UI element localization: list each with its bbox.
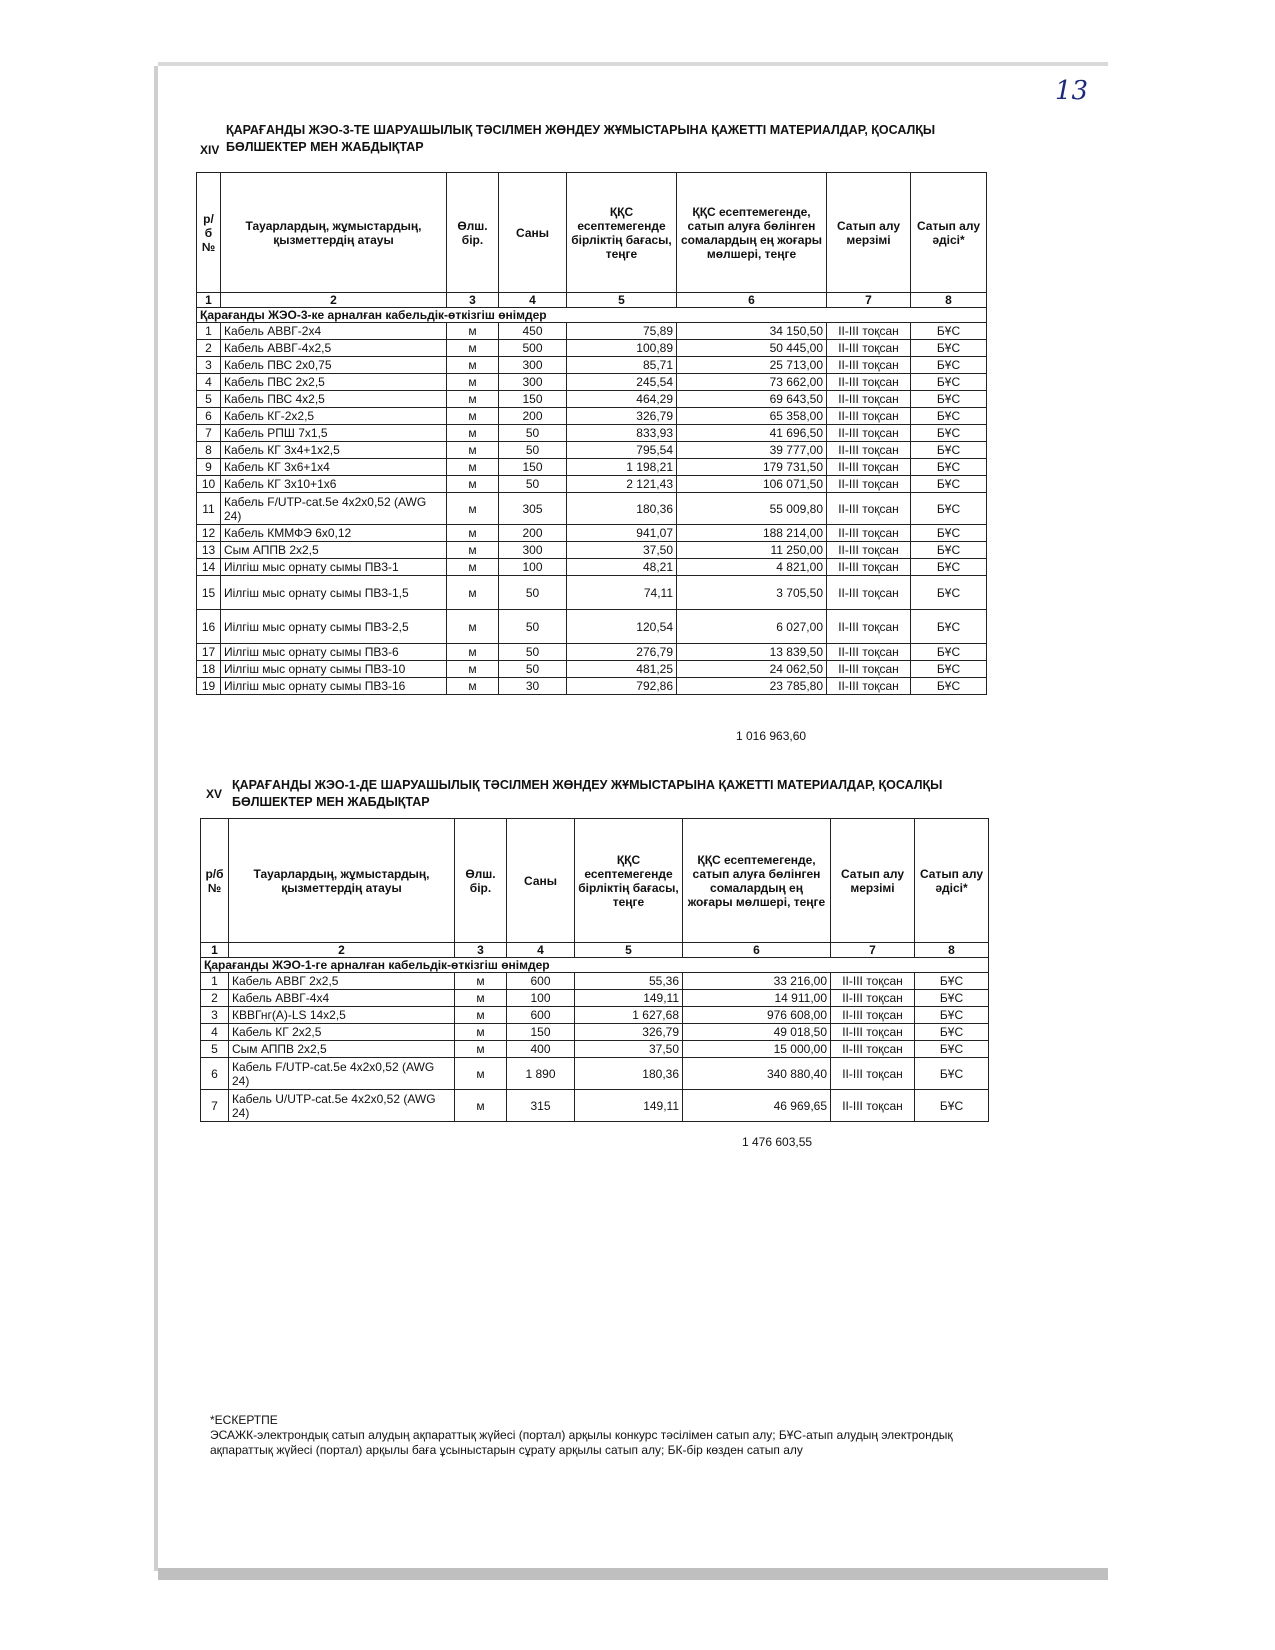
cell-unit-price: 1 627,68 bbox=[575, 1007, 683, 1024]
cell-purchase-period: II-III тоқсан bbox=[827, 391, 911, 408]
cell-row-index: 19 bbox=[197, 678, 221, 695]
cell-max-amount: 34 150,50 bbox=[677, 323, 827, 340]
column-number: 3 bbox=[447, 293, 499, 308]
cell-row-index: 18 bbox=[197, 661, 221, 678]
cell-row-index: 12 bbox=[197, 525, 221, 542]
group-label: Қарағанды ЖЭО-3-ке арналған кабельдік-өткізгіш өнімдер bbox=[197, 308, 987, 323]
cell-unit: м bbox=[447, 525, 499, 542]
cell-unit-price: 180,36 bbox=[575, 1058, 683, 1090]
cell-unit: м bbox=[447, 610, 499, 644]
cell-row-index: 6 bbox=[201, 1058, 229, 1090]
cell-unit-price: 464,29 bbox=[567, 391, 677, 408]
column-header: Саны bbox=[507, 819, 575, 943]
column-number: 5 bbox=[567, 293, 677, 308]
cell-purchase-method: БҰС bbox=[915, 1058, 989, 1090]
column-header: Саны bbox=[499, 173, 567, 293]
cell-row-index: 5 bbox=[197, 391, 221, 408]
column-number: 8 bbox=[915, 943, 989, 958]
cell-purchase-method: БҰС bbox=[911, 357, 987, 374]
cell-max-amount: 976 608,00 bbox=[683, 1007, 831, 1024]
cell-quantity: 50 bbox=[499, 644, 567, 661]
cell-row-index: 13 bbox=[197, 542, 221, 559]
cell-purchase-method: БҰС bbox=[915, 990, 989, 1007]
cell-purchase-method: БҰС bbox=[911, 661, 987, 678]
table-row bbox=[197, 323, 987, 340]
cell-unit-price: 326,79 bbox=[567, 408, 677, 425]
cell-max-amount: 179 731,50 bbox=[677, 459, 827, 476]
column-number-row bbox=[197, 293, 987, 308]
cell-quantity: 150 bbox=[499, 459, 567, 476]
cell-max-amount: 3 705,50 bbox=[677, 576, 827, 610]
cell-unit: м bbox=[455, 1007, 507, 1024]
cell-purchase-method: БҰС bbox=[911, 340, 987, 357]
section-roman-numeral: XV bbox=[206, 787, 223, 801]
cell-purchase-period: II-III тоқсан bbox=[831, 1058, 915, 1090]
cell-unit: м bbox=[447, 559, 499, 576]
cell-unit: м bbox=[447, 493, 499, 525]
section-total: 1 016 963,60 bbox=[736, 729, 807, 743]
cell-quantity: 305 bbox=[499, 493, 567, 525]
column-number-row bbox=[201, 943, 989, 958]
cell-unit-price: 48,21 bbox=[567, 559, 677, 576]
section-title: ҚАРАҒАНДЫ ЖЭО-1-ДЕ ШАРУАШЫЛЫҚ ТӘСІЛМЕН ЖӨНДЕУ ЖҰМЫСТАРЫНА ҚАЖЕТТІ МАТЕРИАЛДАР, ҚОСАЛҚЫ БӨЛШЕКТЕР МЕН ЖАБДЫҚТАР bbox=[232, 778, 943, 809]
cell-unit-price: 2 121,43 bbox=[567, 476, 677, 493]
cell-purchase-method: БҰС bbox=[911, 408, 987, 425]
column-header: ҚҚС есептемегенде, сатып алуға бөлінген сомалардың ең жоғары мөлшері, теңге bbox=[683, 819, 831, 943]
cell-unit: м bbox=[447, 425, 499, 442]
cell-row-index: 4 bbox=[201, 1024, 229, 1041]
cell-quantity: 450 bbox=[499, 323, 567, 340]
cell-purchase-period: II-III тоқсан bbox=[827, 374, 911, 391]
table-row bbox=[201, 1007, 989, 1024]
cell-row-index: 3 bbox=[197, 357, 221, 374]
table-header-row bbox=[201, 819, 989, 943]
table-row bbox=[201, 1090, 989, 1122]
cell-purchase-period: II-III тоқсан bbox=[831, 1007, 915, 1024]
cell-unit: м bbox=[447, 442, 499, 459]
cell-item-name: Кабель РПШ 7х1,5 bbox=[221, 425, 447, 442]
cell-max-amount: 340 880,40 bbox=[683, 1058, 831, 1090]
cell-max-amount: 24 062,50 bbox=[677, 661, 827, 678]
cell-purchase-method: БҰС bbox=[915, 1024, 989, 1041]
cell-item-name: Кабель ПВС 2х2,5 bbox=[221, 374, 447, 391]
cell-purchase-method: БҰС bbox=[911, 374, 987, 391]
cell-row-index: 10 bbox=[197, 476, 221, 493]
table-row bbox=[197, 408, 987, 425]
cell-item-name: Кабель АВВГ 2х2,5 bbox=[229, 973, 455, 990]
cell-purchase-method: БҰС bbox=[915, 973, 989, 990]
cell-purchase-method: БҰС bbox=[915, 1041, 989, 1058]
cell-row-index: 16 bbox=[197, 610, 221, 644]
column-number: 4 bbox=[499, 293, 567, 308]
column-header: Сатып алу мерзімі bbox=[831, 819, 915, 943]
section-total: 1 476 603,55 bbox=[742, 1135, 813, 1149]
cell-row-index: 15 bbox=[197, 576, 221, 610]
page-number: 13 bbox=[1055, 76, 1089, 106]
group-header-row bbox=[201, 958, 989, 973]
cell-row-index: 9 bbox=[197, 459, 221, 476]
cell-row-index: 3 bbox=[201, 1007, 229, 1024]
cell-item-name: Кабель КГ 2х2,5 bbox=[229, 1024, 455, 1041]
sheet-shadow bbox=[158, 1568, 1108, 1580]
cell-row-index: 8 bbox=[197, 442, 221, 459]
table-row bbox=[197, 391, 987, 408]
cell-unit-price: 120,54 bbox=[567, 610, 677, 644]
column-number: 3 bbox=[455, 943, 507, 958]
table-row bbox=[197, 340, 987, 357]
cell-item-name: Кабель КГ-2х2,5 bbox=[221, 408, 447, 425]
cell-unit-price: 276,79 bbox=[567, 644, 677, 661]
group-label: Қарағанды ЖЭО-1-ге арналған кабельдік-өткізгіш өнімдер bbox=[201, 958, 989, 973]
table-row bbox=[197, 678, 987, 695]
table-row bbox=[197, 493, 987, 525]
cell-purchase-period: II-III тоқсан bbox=[827, 678, 911, 695]
cell-unit: м bbox=[447, 644, 499, 661]
cell-max-amount: 41 696,50 bbox=[677, 425, 827, 442]
cell-purchase-period: II-III тоқсан bbox=[827, 644, 911, 661]
cell-row-index: 2 bbox=[197, 340, 221, 357]
cell-max-amount: 14 911,00 bbox=[683, 990, 831, 1007]
cell-unit-price: 100,89 bbox=[567, 340, 677, 357]
cell-max-amount: 50 445,00 bbox=[677, 340, 827, 357]
cell-unit-price: 481,25 bbox=[567, 661, 677, 678]
cell-unit-price: 245,54 bbox=[567, 374, 677, 391]
cell-max-amount: 13 839,50 bbox=[677, 644, 827, 661]
cell-unit: м bbox=[455, 1024, 507, 1041]
column-header: Тауарлардың, жұмыстардың, қызметтердің атауы bbox=[229, 819, 455, 943]
cell-quantity: 200 bbox=[499, 408, 567, 425]
cell-unit: м bbox=[447, 323, 499, 340]
table-row bbox=[197, 542, 987, 559]
column-number: 2 bbox=[221, 293, 447, 308]
cell-max-amount: 33 216,00 bbox=[683, 973, 831, 990]
cell-unit: м bbox=[447, 340, 499, 357]
cell-purchase-method: БҰС bbox=[911, 476, 987, 493]
column-number: 4 bbox=[507, 943, 575, 958]
cell-row-index: 6 bbox=[197, 408, 221, 425]
cell-row-index: 5 bbox=[201, 1041, 229, 1058]
table-row bbox=[197, 644, 987, 661]
cell-row-index: 7 bbox=[197, 425, 221, 442]
cell-purchase-method: БҰС bbox=[911, 559, 987, 576]
cell-purchase-period: II-III тоқсан bbox=[831, 1090, 915, 1122]
materials-table bbox=[196, 172, 987, 695]
cell-quantity: 150 bbox=[499, 391, 567, 408]
column-header: Сатып алу әдісі* bbox=[915, 819, 989, 943]
column-header: ҚҚС есептемегенде, сатып алуға бөлінген сомалардың ең жоғары мөлшері, теңге bbox=[677, 173, 827, 293]
cell-quantity: 300 bbox=[499, 357, 567, 374]
cell-purchase-period: II-III тоқсан bbox=[827, 408, 911, 425]
cell-purchase-method: БҰС bbox=[911, 525, 987, 542]
cell-item-name: Кабель ПВС 2х0,75 bbox=[221, 357, 447, 374]
cell-purchase-method: БҰС bbox=[911, 542, 987, 559]
cell-item-name: Иілгіш мыс орнату сымы ПВ3-6 bbox=[221, 644, 447, 661]
cell-item-name: Кабель ПВС 4х2,5 bbox=[221, 391, 447, 408]
footnote-line: ақпараттық жүйесі (портал) арқылы баға ұсыныстарын сұрату арқылы сатып алу; БК-бір көзден сатып алу bbox=[210, 1443, 803, 1457]
cell-item-name: Иілгіш мыс орнату сымы ПВ3-2,5 bbox=[221, 610, 447, 644]
column-number: 5 bbox=[575, 943, 683, 958]
table-row bbox=[197, 661, 987, 678]
table-header-row bbox=[197, 173, 987, 293]
cell-max-amount: 15 000,00 bbox=[683, 1041, 831, 1058]
cell-purchase-method: БҰС bbox=[911, 391, 987, 408]
table-row bbox=[197, 576, 987, 610]
cell-max-amount: 6 027,00 bbox=[677, 610, 827, 644]
cell-item-name: Иілгіш мыс орнату сымы ПВ3-1 bbox=[221, 559, 447, 576]
cell-max-amount: 11 250,00 bbox=[677, 542, 827, 559]
column-header: Тауарлардың, жұмыстардың, қызметтердің атауы bbox=[221, 173, 447, 293]
cell-unit: м bbox=[455, 973, 507, 990]
cell-quantity: 50 bbox=[499, 442, 567, 459]
cell-purchase-method: БҰС bbox=[911, 323, 987, 340]
cell-purchase-method: БҰС bbox=[911, 678, 987, 695]
cell-max-amount: 55 009,80 bbox=[677, 493, 827, 525]
column-header: Сатып алу әдісі* bbox=[911, 173, 987, 293]
column-number: 7 bbox=[831, 943, 915, 958]
column-header: Сатып алу мерзімі bbox=[827, 173, 911, 293]
cell-purchase-period: II-III тоқсан bbox=[827, 340, 911, 357]
table-row bbox=[201, 973, 989, 990]
cell-unit: м bbox=[447, 678, 499, 695]
table-row bbox=[197, 610, 987, 644]
cell-item-name: Кабель АВВГ-4х2,5 bbox=[221, 340, 447, 357]
table-row bbox=[197, 374, 987, 391]
cell-purchase-method: БҰС bbox=[915, 1090, 989, 1122]
cell-unit-price: 85,71 bbox=[567, 357, 677, 374]
cell-purchase-period: II-III тоқсан bbox=[831, 1041, 915, 1058]
materials-table bbox=[200, 818, 989, 1122]
cell-unit: м bbox=[455, 1041, 507, 1058]
cell-purchase-method: БҰС bbox=[911, 442, 987, 459]
cell-purchase-period: II-III тоқсан bbox=[827, 357, 911, 374]
cell-row-index: 2 bbox=[201, 990, 229, 1007]
cell-item-name: Кабель F/UTP-cat.5e 4x2x0,52 (AWG 24) bbox=[229, 1058, 455, 1090]
cell-purchase-period: II-III тоқсан bbox=[827, 476, 911, 493]
table-row bbox=[197, 525, 987, 542]
column-number: 1 bbox=[197, 293, 221, 308]
cell-quantity: 1 890 bbox=[507, 1058, 575, 1090]
cell-max-amount: 23 785,80 bbox=[677, 678, 827, 695]
cell-quantity: 600 bbox=[507, 1007, 575, 1024]
cell-quantity: 300 bbox=[499, 374, 567, 391]
cell-max-amount: 73 662,00 bbox=[677, 374, 827, 391]
cell-row-index: 14 bbox=[197, 559, 221, 576]
cell-unit: м bbox=[447, 374, 499, 391]
cell-item-name: Кабель АВВГ-4х4 bbox=[229, 990, 455, 1007]
column-header: ҚҚС есептемегенде бірліктің бағасы, теңге bbox=[575, 819, 683, 943]
cell-max-amount: 65 358,00 bbox=[677, 408, 827, 425]
cell-row-index: 11 bbox=[197, 493, 221, 525]
cell-unit-price: 792,86 bbox=[567, 678, 677, 695]
cell-quantity: 600 bbox=[507, 973, 575, 990]
cell-item-name: Кабель КГ 3х4+1х2,5 bbox=[221, 442, 447, 459]
cell-row-index: 1 bbox=[197, 323, 221, 340]
group-header-row bbox=[197, 308, 987, 323]
cell-purchase-period: II-III тоқсан bbox=[831, 973, 915, 990]
cell-item-name: Кабель F/UTP-cat.5e 4x2x0,52 (AWG 24) bbox=[221, 493, 447, 525]
section-title: ҚАРАҒАНДЫ ЖЭО-3-ТЕ ШАРУАШЫЛЫҚ ТӘСІЛМЕН ЖӨНДЕУ ЖҰМЫСТАРЫНА ҚАЖЕТТІ МАТЕРИАЛДАР, ҚОСАЛҚЫ БӨЛШЕКТЕР МЕН ЖАБДЫҚТАР bbox=[226, 123, 936, 154]
cell-max-amount: 69 643,50 bbox=[677, 391, 827, 408]
cell-purchase-period: II-III тоқсан bbox=[827, 576, 911, 610]
cell-quantity: 500 bbox=[499, 340, 567, 357]
cell-unit: м bbox=[455, 990, 507, 1007]
cell-quantity: 50 bbox=[499, 425, 567, 442]
cell-unit: м bbox=[447, 459, 499, 476]
cell-unit: м bbox=[455, 1058, 507, 1090]
cell-quantity: 50 bbox=[499, 576, 567, 610]
cell-unit: м bbox=[447, 542, 499, 559]
cell-purchase-method: БҰС bbox=[911, 493, 987, 525]
cell-purchase-period: II-III тоқсан bbox=[827, 323, 911, 340]
cell-item-name: КВВГнг(А)-LS 14х2,5 bbox=[229, 1007, 455, 1024]
cell-unit: м bbox=[447, 576, 499, 610]
cell-item-name: Иілгіш мыс орнату сымы ПВ3-16 bbox=[221, 678, 447, 695]
cell-max-amount: 25 713,00 bbox=[677, 357, 827, 374]
column-header: Өлш. бір. bbox=[455, 819, 507, 943]
cell-purchase-period: II-III тоқсан bbox=[831, 1024, 915, 1041]
table-row bbox=[201, 1058, 989, 1090]
cell-purchase-method: БҰС bbox=[915, 1007, 989, 1024]
cell-max-amount: 188 214,00 bbox=[677, 525, 827, 542]
cell-purchase-period: II-III тоқсан bbox=[827, 442, 911, 459]
cell-item-name: Сым АППВ 2х2,5 bbox=[229, 1041, 455, 1058]
cell-max-amount: 39 777,00 bbox=[677, 442, 827, 459]
cell-item-name: Кабель U/UTP-cat.5e 4x2x0,52 (AWG 24) bbox=[229, 1090, 455, 1122]
column-number: 8 bbox=[911, 293, 987, 308]
cell-quantity: 150 bbox=[507, 1024, 575, 1041]
cell-purchase-method: БҰС bbox=[911, 576, 987, 610]
cell-purchase-method: БҰС bbox=[911, 644, 987, 661]
cell-unit: м bbox=[447, 357, 499, 374]
column-header: ҚҚС есептемегенде бірліктің бағасы, теңге bbox=[567, 173, 677, 293]
cell-unit-price: 74,11 bbox=[567, 576, 677, 610]
cell-unit-price: 37,50 bbox=[567, 542, 677, 559]
cell-purchase-method: БҰС bbox=[911, 610, 987, 644]
cell-row-index: 1 bbox=[201, 973, 229, 990]
table-row bbox=[201, 1041, 989, 1058]
table-row bbox=[197, 357, 987, 374]
table-row bbox=[197, 425, 987, 442]
table-row bbox=[201, 990, 989, 1007]
table-row bbox=[197, 476, 987, 493]
column-header: р/б № bbox=[197, 173, 221, 293]
table-row bbox=[201, 1024, 989, 1041]
cell-item-name: Кабель КММФЭ 6х0,12 bbox=[221, 525, 447, 542]
cell-unit-price: 833,93 bbox=[567, 425, 677, 442]
table-row bbox=[197, 459, 987, 476]
cell-unit: м bbox=[447, 476, 499, 493]
section-roman-numeral: XIV bbox=[200, 143, 220, 157]
cell-unit-price: 55,36 bbox=[575, 973, 683, 990]
cell-max-amount: 49 018,50 bbox=[683, 1024, 831, 1041]
column-number: 6 bbox=[683, 943, 831, 958]
cell-quantity: 100 bbox=[507, 990, 575, 1007]
cell-purchase-period: II-III тоқсан bbox=[827, 493, 911, 525]
cell-unit-price: 37,50 bbox=[575, 1041, 683, 1058]
cell-unit-price: 941,07 bbox=[567, 525, 677, 542]
cell-quantity: 50 bbox=[499, 610, 567, 644]
cell-unit-price: 1 198,21 bbox=[567, 459, 677, 476]
cell-unit: м bbox=[455, 1090, 507, 1122]
cell-row-index: 4 bbox=[197, 374, 221, 391]
cell-unit-price: 149,11 bbox=[575, 990, 683, 1007]
column-number: 6 bbox=[677, 293, 827, 308]
cell-quantity: 315 bbox=[507, 1090, 575, 1122]
cell-purchase-period: II-III тоқсан bbox=[827, 610, 911, 644]
footnote-title: *ЕСКЕРТПЕ bbox=[210, 1413, 278, 1427]
cell-quantity: 300 bbox=[499, 542, 567, 559]
cell-unit-price: 180,36 bbox=[567, 493, 677, 525]
cell-item-name: Кабель КГ 3х6+1х4 bbox=[221, 459, 447, 476]
cell-item-name: Иілгіш мыс орнату сымы ПВ3-1,5 bbox=[221, 576, 447, 610]
cell-item-name: Иілгіш мыс орнату сымы ПВ3-10 bbox=[221, 661, 447, 678]
footnote-line: ЭСАЖК-электрондық сатып алудың ақпараттық жүйесі (портал) арқылы конкурс тәсілімен сатып алу; БҰС-атып алудың электрондық bbox=[210, 1428, 953, 1442]
cell-item-name: Кабель КГ 3х10+1х6 bbox=[221, 476, 447, 493]
cell-purchase-period: II-III тоқсан bbox=[827, 542, 911, 559]
cell-max-amount: 4 821,00 bbox=[677, 559, 827, 576]
cell-purchase-period: II-III тоқсан bbox=[827, 425, 911, 442]
cell-quantity: 100 bbox=[499, 559, 567, 576]
cell-unit-price: 75,89 bbox=[567, 323, 677, 340]
cell-unit-price: 795,54 bbox=[567, 442, 677, 459]
cell-quantity: 30 bbox=[499, 678, 567, 695]
cell-row-index: 17 bbox=[197, 644, 221, 661]
table-row bbox=[197, 442, 987, 459]
cell-quantity: 50 bbox=[499, 476, 567, 493]
cell-quantity: 400 bbox=[507, 1041, 575, 1058]
column-number: 2 bbox=[229, 943, 455, 958]
cell-purchase-period: II-III тоқсан bbox=[827, 661, 911, 678]
cell-max-amount: 106 071,50 bbox=[677, 476, 827, 493]
cell-unit: м bbox=[447, 408, 499, 425]
column-header: р/б № bbox=[201, 819, 229, 943]
cell-item-name: Кабель АВВГ-2х4 bbox=[221, 323, 447, 340]
cell-purchase-period: II-III тоқсан bbox=[827, 559, 911, 576]
cell-unit: м bbox=[447, 661, 499, 678]
cell-purchase-method: БҰС bbox=[911, 459, 987, 476]
column-number: 7 bbox=[827, 293, 911, 308]
cell-unit-price: 149,11 bbox=[575, 1090, 683, 1122]
cell-purchase-method: БҰС bbox=[911, 425, 987, 442]
cell-row-index: 7 bbox=[201, 1090, 229, 1122]
column-header: Өлш. бір. bbox=[447, 173, 499, 293]
cell-unit-price: 326,79 bbox=[575, 1024, 683, 1041]
cell-purchase-period: II-III тоқсан bbox=[827, 459, 911, 476]
cell-max-amount: 46 969,65 bbox=[683, 1090, 831, 1122]
table-row bbox=[197, 559, 987, 576]
cell-purchase-period: II-III тоқсан bbox=[831, 990, 915, 1007]
cell-quantity: 200 bbox=[499, 525, 567, 542]
cell-quantity: 50 bbox=[499, 661, 567, 678]
cell-purchase-period: II-III тоқсан bbox=[827, 525, 911, 542]
cell-unit: м bbox=[447, 391, 499, 408]
column-number: 1 bbox=[201, 943, 229, 958]
cell-item-name: Сым АППВ 2х2,5 bbox=[221, 542, 447, 559]
